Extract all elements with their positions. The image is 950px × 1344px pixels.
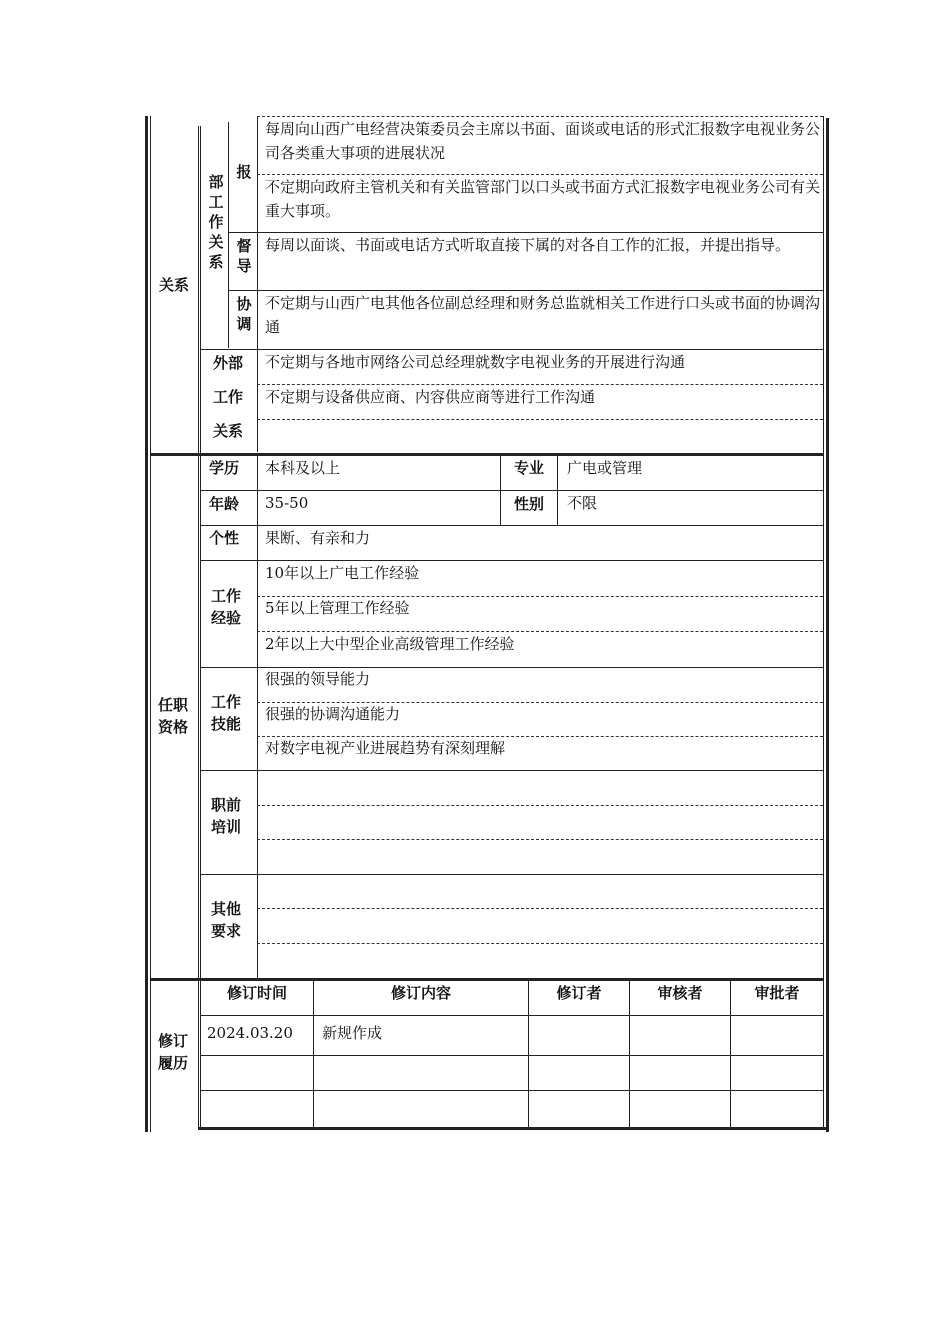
- supervise-text: 每周以面谈、书面或电话方式听取直接下属的对各自工作的汇报，并提出指导。: [265, 236, 791, 254]
- rev-row-1-time: 2024.03.20: [207, 1024, 293, 1042]
- major-col-left: [500, 456, 501, 526]
- skills-item: 很强的协调沟通能力: [265, 705, 401, 723]
- rev-header-reviewer: 审核者: [657, 984, 703, 1002]
- other-divider: [257, 908, 823, 909]
- experience-item: 10年以上广电工作经验: [265, 564, 420, 582]
- rev-row-line: [200, 1055, 823, 1056]
- age-value: 35-50: [265, 494, 309, 512]
- training-label: 职前培训: [210, 796, 241, 836]
- skills-item: 很强的领导能力: [265, 670, 371, 688]
- outer-bottom-border: [198, 1127, 826, 1130]
- qualifications-section-label: 任职资格: [157, 696, 188, 736]
- qual-content-left: [257, 456, 258, 980]
- age-label: 年龄: [208, 495, 239, 513]
- revision-section-label: 修订履历: [157, 1032, 188, 1072]
- training-divider: [257, 839, 823, 840]
- supervise-label: 督导: [236, 237, 252, 275]
- rev-row-line: [200, 1015, 823, 1016]
- education-value: 本科及以上: [265, 459, 341, 477]
- report-label: 报: [236, 163, 252, 181]
- skills-item: 对数字电视产业进展趋势有深刻理解: [265, 739, 506, 757]
- experience-item: 5年以上管理工作经验: [265, 599, 410, 617]
- rev-row-line: [200, 1090, 823, 1091]
- subsub-column-left: [228, 122, 229, 348]
- coord-text: 不定期与山西广电其他各位副总经理和财务总监就相关工作进行口头或书面的协调沟通: [265, 294, 821, 336]
- external-divider: [257, 419, 823, 420]
- major-label: 专业: [513, 459, 544, 477]
- personality-value: 果断、有亲和力: [265, 529, 371, 547]
- report-item: 每周向山西广电经营决策委员会主席以书面、面谈或电话的形式汇报数字电视业务公司各类重大事项的进展状况: [265, 120, 821, 162]
- external-item: 不定期与各地市网络公司总经理就数字电视业务的开展进行沟通: [265, 353, 686, 371]
- internal-relations-label: 部工作关系: [208, 173, 224, 271]
- major-value: 广电或管理: [567, 459, 643, 477]
- skills-label: 工作技能: [210, 693, 241, 733]
- rev-header-approver: 审批者: [754, 984, 800, 1002]
- rev-header-time: 修订时间: [226, 984, 287, 1002]
- training-divider: [257, 805, 823, 806]
- outer-left-border: [145, 116, 148, 1132]
- gender-value: 不限: [567, 494, 598, 512]
- content-column-left: [257, 116, 258, 452]
- other-label: 其他要求: [210, 900, 241, 940]
- rev-header-content: 修订内容: [390, 984, 451, 1002]
- training-top-line: [200, 770, 823, 771]
- external-label-2: 工作: [212, 388, 243, 406]
- gender-label: 性别: [513, 495, 544, 513]
- outer-right-shadow: [826, 118, 829, 1132]
- report-item: 不定期向政府主管机关和有关监管部门以口头或书面方式汇报数字电视业务公司有关重大事项。: [265, 178, 821, 220]
- major-col-right: [557, 456, 558, 526]
- external-label-1: 外部: [212, 354, 243, 372]
- rev-row-1-content: 新规作成: [322, 1024, 383, 1042]
- coord-label: 协调: [236, 295, 252, 333]
- external-item: 不定期与设备供应商、内容供应商等进行工作沟通: [265, 388, 596, 406]
- personality-label: 个性: [208, 529, 239, 547]
- outer-right-border: [823, 116, 824, 1130]
- other-divider: [257, 943, 823, 944]
- external-label-3: 关系: [212, 422, 243, 440]
- experience-item: 2年以上大中型企业高级管理工作经验: [265, 635, 515, 653]
- other-top-line: [200, 874, 823, 875]
- experience-label: 工作经验: [210, 587, 241, 627]
- rev-header-reviser: 修订者: [556, 984, 602, 1002]
- education-label: 学历: [208, 459, 239, 477]
- relations-section-label: 关系: [158, 276, 189, 294]
